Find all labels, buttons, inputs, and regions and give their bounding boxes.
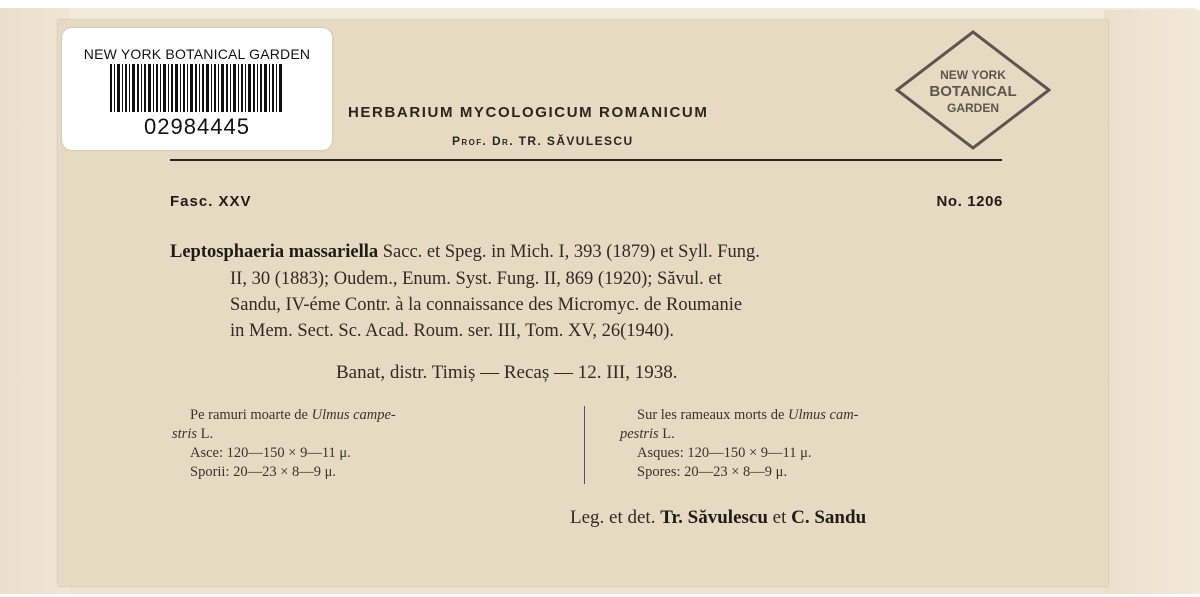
barcode-sticker: [62, 28, 332, 150]
barcode-number: 02984445: [144, 114, 250, 139]
romanian-spores: Sporii: 20—23 × 8—9 μ.: [190, 464, 337, 480]
collector-conjunction: et: [767, 507, 792, 528]
herbarium-title: HERBARIUM MYCOLOGICUM ROMANICUM: [348, 104, 709, 121]
herbarium-director: Prof. Dr. TR. SĂVULESCU: [452, 134, 634, 148]
collector-name-2: C. Sandu: [791, 507, 867, 528]
barcode-icon: [110, 64, 284, 112]
french-host-taxon: Ulmus cam-: [788, 407, 859, 423]
collection-locality: Banat, distr. Timiș — Recaș — 12. III, 1938.: [336, 362, 678, 383]
french-spores: Spores: 20—23 × 8—9 μ.: [637, 464, 788, 480]
romanian-host-taxon-end: stris: [172, 426, 197, 442]
romanian-asci: Asce: 120—150 × 9—11 μ.: [190, 445, 351, 461]
french-host-taxon-end: pestris: [620, 426, 659, 442]
citation-line-4: in Mem. Sect. Sc. Acad. Roum. ser. III, Tom. XV, 26(1940).: [230, 321, 675, 341]
species-name: Leptosphaeria massariella: [170, 242, 379, 262]
stamp-line-3: GARDEN: [946, 101, 999, 115]
specimen-number: No. 1206: [936, 193, 1003, 210]
nybg-stamp: [895, 30, 1051, 150]
collector-prefix: Leg. et det.: [570, 507, 661, 528]
header-rule: [170, 159, 1002, 161]
french-host-text: Sur les rameaux morts de: [637, 407, 789, 423]
barcode-institution: NEW YORK BOTANICAL GARDEN: [83, 46, 311, 62]
romanian-host-text: Pe ramuri moarte de: [190, 407, 312, 423]
stamp-line-2: BOTANICAL: [929, 83, 1017, 100]
fascicle-number: Fasc. XXV: [170, 193, 252, 210]
french-host-author: L.: [658, 426, 675, 442]
citation-line-2: II, 30 (1883); Oudem., Enum. Syst. Fung. II, 869 (1920); Săvul. et: [230, 269, 722, 289]
french-host-line-1: [637, 407, 859, 424]
romanian-host-taxon: Ulmus campe-: [311, 407, 396, 423]
french-host-line-2: [620, 426, 675, 443]
citation-line-1: [170, 242, 760, 263]
romanian-host-author: L.: [197, 426, 214, 442]
citation-line-3: Sandu, IV-éme Contr. à la connaissance des Micromyc. de Roumanie: [230, 295, 743, 315]
envelope-right-flap: [1104, 10, 1200, 594]
collector-name-1: Tr. Săvulescu: [660, 507, 768, 528]
column-divider: [584, 406, 585, 484]
romanian-host-line-2: [172, 426, 213, 443]
citation-line-1-text: Sacc. et Speg. in Mich. I, 393 (1879) et Syll. Fung.: [378, 242, 760, 262]
stamp-line-1: NEW YORK: [940, 68, 1006, 82]
collector-line: [570, 507, 866, 529]
french-asci: Asques: 120—150 × 9—11 μ.: [637, 445, 812, 461]
romanian-host-line-1: [190, 407, 396, 424]
